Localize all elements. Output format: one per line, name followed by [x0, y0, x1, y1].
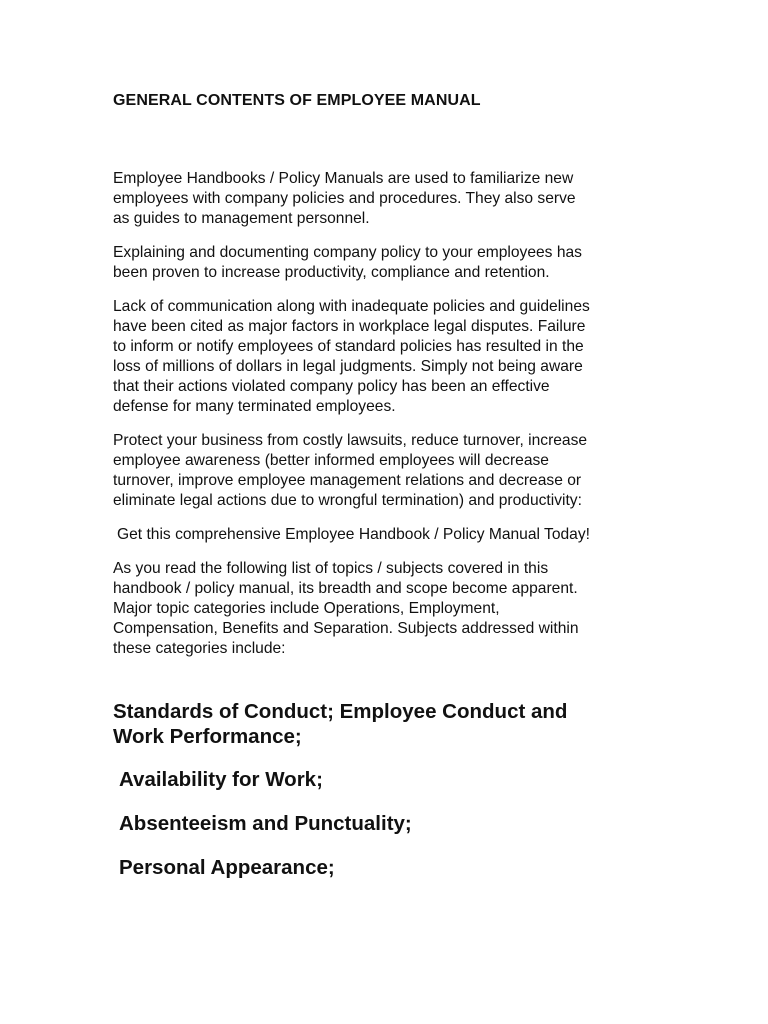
paragraph-line: have been cited as major factors in workplace legal disputes. Failure	[113, 318, 586, 335]
paragraph-line: As you read the following list of topics / subjects covered in this	[113, 560, 549, 577]
topic-line: Work Performance;	[113, 725, 302, 748]
paragraph-line: eliminate legal actions due to wrongful termination) and productivity:	[113, 492, 582, 509]
topic-list	[113, 699, 673, 880]
paragraph-line: been proven to increase productivity, compliance and retention.	[113, 264, 550, 281]
paragraph-line: Compensation, Benefits and Separation. Subjects addressed within	[113, 620, 579, 637]
paragraph-line: that their actions violated company policy has been an effective	[113, 378, 550, 395]
paragraph-line: loss of millions of dollars in legal judgments. Simply not being aware	[113, 358, 583, 375]
topic-line: Absenteeism and Punctuality;	[119, 812, 412, 835]
protect-business-paragraph	[113, 431, 673, 511]
document-body	[113, 169, 673, 673]
paragraph-line: Major topic categories include Operations, Employment,	[113, 600, 500, 617]
paragraph-line: Lack of communication along with inadequate policies and guidelines	[113, 298, 590, 315]
intro-paragraph	[113, 169, 673, 229]
paragraph-line: employee awareness (better informed employees will decrease	[113, 452, 549, 469]
topic-heading	[113, 811, 673, 836]
paragraph-line: these categories include:	[113, 640, 286, 657]
legal-disputes-paragraph	[113, 297, 673, 417]
topic-line: Personal Appearance;	[119, 856, 335, 879]
policy-benefits-paragraph	[113, 243, 673, 283]
topic-heading	[113, 767, 673, 792]
paragraph-line: Get this comprehensive Employee Handbook / Policy Manual Today!	[117, 526, 590, 543]
paragraph-line: to inform or notify employees of standard policies has resulted in the	[113, 338, 584, 355]
paragraph-line: Employee Handbooks / Policy Manuals are used to familiarize new	[113, 170, 574, 187]
paragraph-line: defense for many terminated employees.	[113, 398, 396, 415]
topics-intro-paragraph	[113, 559, 673, 659]
paragraph-line: Protect your business from costly lawsuits, reduce turnover, increase	[113, 432, 588, 449]
topic-line: Availability for Work;	[119, 768, 323, 791]
paragraph-line: handbook / policy manual, its breadth and scope become apparent.	[113, 580, 578, 597]
topic-line: Standards of Conduct; Employee Conduct and	[113, 700, 568, 723]
paragraph-line: turnover, improve employee management relations and decrease or	[113, 472, 582, 489]
paragraph-line: employees with company policies and procedures. They also serve	[113, 190, 576, 207]
topic-heading	[113, 855, 673, 880]
paragraph-line: as guides to management personnel.	[113, 210, 370, 227]
topic-heading	[113, 699, 673, 749]
document-title: GENERAL CONTENTS OF EMPLOYEE MANUAL	[113, 92, 481, 109]
call-to-action-paragraph	[113, 525, 673, 545]
paragraph-line: Explaining and documenting company policy to your employees has	[113, 244, 582, 261]
